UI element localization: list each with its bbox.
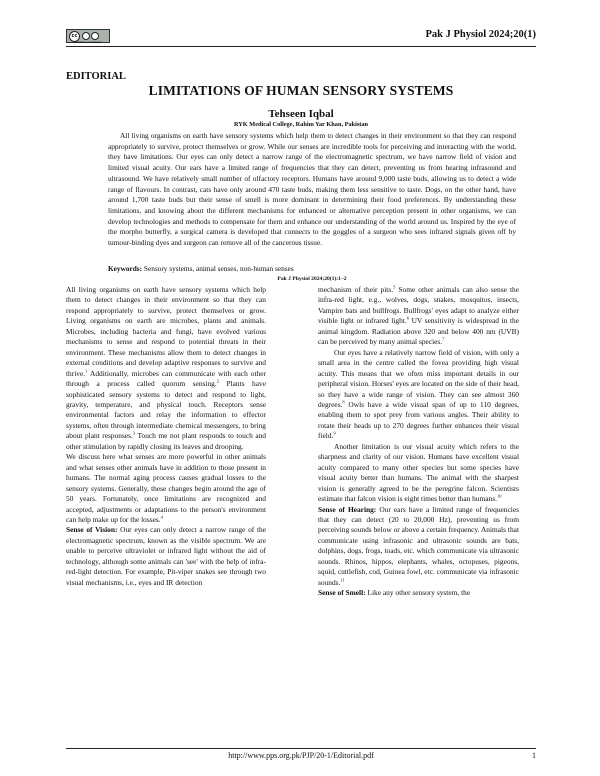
hearing-heading: Sense of Hearing: [318,504,377,514]
page-header [66,27,536,49]
right-column [318,285,519,599]
page-number: 1 [532,751,536,760]
keywords-list: Sensory systems, animal senses, non-human senses [143,264,294,273]
senses-paragraph: We discuss here what senses are more powerful in other animals and what senses other animals have in addition to those present in humans. The normal aging process causes gradual losses to the sensory systems. Generally, these changes begin around the age of 50 years. Fortunately, once limitations are recognized and accepted, adjustments or adaptations to the person's environment can help make up for the losses.$^4$ [66,452,266,524]
article-title: LIMITATIONS OF HUMAN SENSORY SYSTEMS [148,83,454,98]
smell-heading: Sense of Smell: [318,588,366,598]
section-label: EDITORIAL [66,71,126,82]
left-column [66,285,266,588]
journal-reference: Pak J Physiol 2024;20(1) [425,29,536,40]
intro-paragraph: All living organisms on earth have sensory systems which help them to detect changes in their environment so that they can respond appropriately to survive, protect themselves or grow. Living organisms on earth are microbes, plants and animals. Microbes, including bacteria and fungi, have evolved various mechanisms to sense and respond to potential threats in their environment. These mechanisms allow them to detect changes in external conditions and develop adaptive responses to survive and thrive.$^1$ Additionally, microbes can communicate with each other through a process called quorum sensing.$^2$ Plants have sophisticated sensory systems to detect and respond to light, gravity, temperature, and physical touch. Receptors sense environmental factors and relay the information to effector systems, often through intermediate chemical messengers, to bring about plant responses.$^3$ Touch me not plant responds to touch and other stimulation by rapidly closing its leaves and drooping. [66,285,266,451]
creative-commons-badge[interactable] [66,29,110,43]
keywords [108,264,516,274]
author-affiliation: RYK Medical College, Rahim Yar Khan, Pakistan [233,121,369,128]
page-footer [66,748,536,762]
smell-paragraph: Sense of Smell: Like any other sensory system, the [318,588,471,598]
hearing-paragraph: Sense of Hearing: Our ears have a limited range of frequencies that they can detect (20 to 20,000 Hz), preventing us from perceiving sounds below or above a certain frequency. Animals that communicate using infrasonic and ultrasonic sounds are bats, dolphins, dogs, frogs, toads, etc. which communicate via ultrasonic sounds. Rhinos, hippos, elephants, whales, octopuses, pigeons, squid, cuttlefish, cod, Guinea fowl, etc. communicate via infrasonic sounds.$^{11}$ [318,504,519,587]
vision-paragraph: Sense of Vision: Our eyes can only detect a narrow range of the electromagnetic spectrum, known as the visible spectrum. We are unable to perceive ultraviolet or infrared light without the aid of technology, although some animals can 'see' with the help of infra-red-light detection. For example, Pit-viper snakes see through two visual mechanisms, i.e., eyes and IR detection [66,525,266,587]
footer-url-link[interactable]: http://www.pps.org.pk/PJP/20-1/Editorial.pdf [228,751,374,760]
header-divider [66,46,536,47]
visual-acuity-paragraph: Another limitation is our visual acuity which refers to the sharpness and clarity of our vision. Humans have excellent visual acuity compared to many other species but some species have visual acuity better than humans. The animal with the sharpest vision is generally agreed to be the peregrine falcon. Scientists estimate that falcon vision is eight times better than humans.$^{10}$ [318,441,519,504]
field-of-vision-paragraph: Our eyes have a relatively narrow field of vision, with only a small area in the centre called the fovea providing high visual acuity. This means that we often miss important details in our peripheral vision. Horses' eyes are located on the side of their head, so they have a wide range of vision. They can see almost 360 degrees.$^8$ Owls have a wide visual span of up to 110 degrees, enabling them to spot prey from various angles. Their ability to rotate their heads up to 270 degrees further enhances their visual field.$^9$ [318,347,519,441]
vision-heading: Sense of Vision: [66,525,118,535]
infrared-paragraph: mechanism of their pits.$^5$ Some other animals can also sense the infra-red light, e.g., wolves, dogs, snakes, mosquitos, insects, Vampire bats and bullfrogs. Bullfrogs' eyes adapt to analyze either visible light or infrared light.$^6$ UV sensitivity is widespread in the animal kingdom. Radiation above 320 and below 400 nm (UVB) can be perceived by many animal species.$^7$ [318,284,520,347]
cc-badge-text: creative commons [74,40,102,44]
abstract: All living organisms on earth have sensory systems which help them to detect changes in their environment so that they can respond appropriately to survive, protect themselves or grow. While our senses are incredible tools for perceiving and interacting with the world, they have limitations. Our eyes can only detect a narrow range of the electromagnetic spectrum, we have narrow field of vision and limited visual acuity. Our ears have a limited range of frequencies that they can detect, preventing us from hearing infrasound and ultrasound. We have relatively small number of olfactory receptors. Humans have around 9,000 taste buds, allowing us to detect a wide range of flavours. In contrast, cats have only around 470 taste buds, making them less sensitive to taste. Dogs, on the other hand, have around 1,700 taste buds but their sense of smell is more dominant in determining their food preferences. By understanding these limitations, and knowing about the different mechanisms for enhanced or alternative perception present in other organisms, we can develop technologies and methods to compensate for them and enhance our understanding of the world around us. Inspired by the eye of the morpho butterfly, a surgical camera is developed that connects to the goggles of a surgeon who sees infrared signals given off by tumour-binding dyes and surgeon can remove all of the cancerous tissue. [108,131,516,248]
keywords-label: Keywords: [108,264,143,273]
citation-line: Pak J Physiol 2024;20(1):1–2 [277,276,347,282]
author-name: Tehseen Iqbal [268,108,334,120]
cc-logo-icon: cc [69,31,80,42]
license-marks-icon [82,32,99,40]
